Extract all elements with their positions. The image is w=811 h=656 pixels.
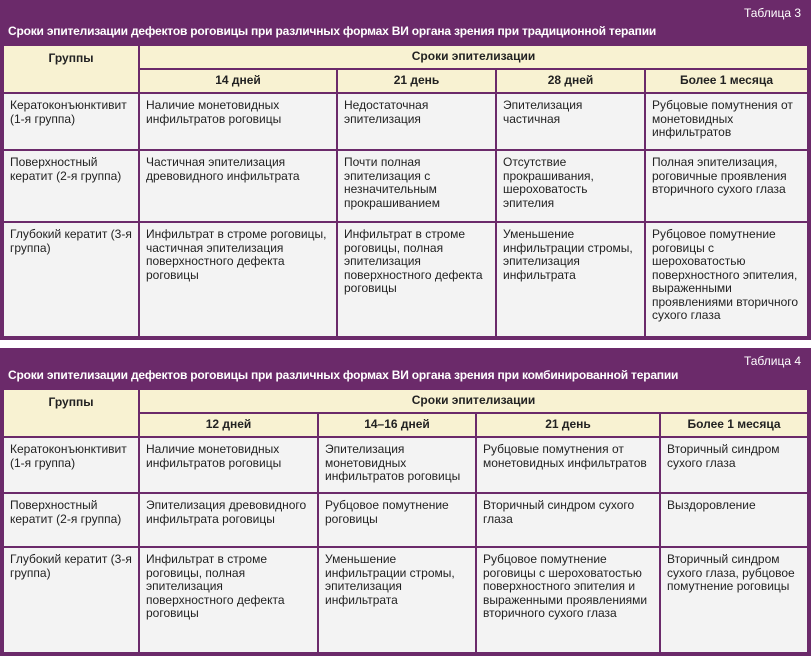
table-cell: Инфильтрат в строме роговицы, полная эпителизация поверхностного дефекта роговицы [140,548,317,652]
table-cell: Уменьшение инфильтрации стромы, эпителизация инфильтрата [319,548,475,652]
period-header: Сроки эпителизации [140,390,807,412]
table-caption: Сроки эпителизации дефектов роговицы при различных формах ВИ органа зрения при традиционной терапии [8,24,657,38]
table-row [4,494,807,546]
table-number: Таблица 4 [743,354,801,368]
table-cell: Эпителизация монетовидных инфильтратов роговицы [319,438,475,492]
table-row [4,438,807,492]
table-cell: Вторичный синдром сухого глаза [661,438,807,492]
table-cell: Эпителизация древовидного инфильтрата роговицы [140,494,317,546]
column-header: 12 дней [140,414,317,436]
groups-header: Группы [4,390,138,436]
group-cell: Кератоконъюнктивит (1-я группа) [4,438,138,492]
table-cell: Рубцовое помутнение роговицы [319,494,475,546]
column-header: 21 день [477,414,659,436]
table-cell: Рубцовое помутнение роговицы с шероховатостью поверхностного эпителия и выраженными проявлениями вторичного сухого глаза [477,548,659,652]
group-cell: Поверхностный кератит (2-я группа) [4,494,138,546]
group-cell: Глубокий кератит (3-я группа) [4,548,138,652]
table-cell: Уменьшение инфильтрации стромы, эпителизация инфильтрата [497,223,644,336]
table-cell: Частичная эпителизация древовидного инфильтрата [140,151,336,221]
table-cell: Наличие монетовидных инфильтратов роговицы [140,438,317,492]
table-cell: Недостаточная эпителизация [338,94,495,149]
table-number: Таблица 3 [743,6,801,20]
groups-header: Группы [4,46,138,92]
period-header: Сроки эпителизации [140,46,807,68]
table-row [4,94,807,149]
table-cell: Отсутствие прокрашивания, шероховатость эпителия [497,151,644,221]
column-header: 14–16 дней [319,414,475,436]
table-cell: Полная эпителизация, роговичные проявления вторичного сухого глаза [646,151,807,221]
table-row [4,548,807,652]
table-cell: Почти полная эпителизация с незначительным прокрашиванием [338,151,495,221]
table-cell: Выздоровление [661,494,807,546]
table-4 [0,348,811,656]
group-cell: Глубокий кератит (3-я группа) [4,223,138,336]
table-cell: Вторичный синдром сухого глаза, рубцовое помутнение роговицы [661,548,807,652]
table-row [4,151,807,221]
table-cell: Рубцовые помутнения от монетовидных инфильтратов [477,438,659,492]
table-cell: Инфильтрат в строме роговицы, частичная эпителизация поверхностного дефекта роговицы [140,223,336,336]
table-cell: Инфильтрат в строме роговицы, полная эпителизация поверхностного дефекта роговицы [338,223,495,336]
table-cell: Вторичный синдром сухого глаза [477,494,659,546]
group-cell: Кератоконъюнктивит (1-я группа) [4,94,138,149]
table-cell: Эпителизация частичная [497,94,644,149]
table-cell: Рубцовые помутнения от монетовидных инфильтратов [646,94,807,149]
table-cell: Наличие монетовидных инфильтратов роговицы [140,94,336,149]
table-caption: Сроки эпителизации дефектов роговицы при различных формах ВИ органа зрения при комбинированной терапии [8,368,679,382]
table-grid [2,388,809,654]
column-header: 28 дней [497,70,644,92]
table-row [4,223,807,336]
column-header: Более 1 месяца [646,70,807,92]
column-header: 14 дней [140,70,336,92]
column-header: 21 день [338,70,495,92]
group-cell: Поверхностный кератит (2-я группа) [4,151,138,221]
column-header: Более 1 месяца [661,414,807,436]
table-grid [2,44,809,338]
table-cell: Рубцовое помутнение роговицы с шероховатостью поверхностного эпителия, выраженными проявлениями вторичного сухого глаза [646,223,807,336]
